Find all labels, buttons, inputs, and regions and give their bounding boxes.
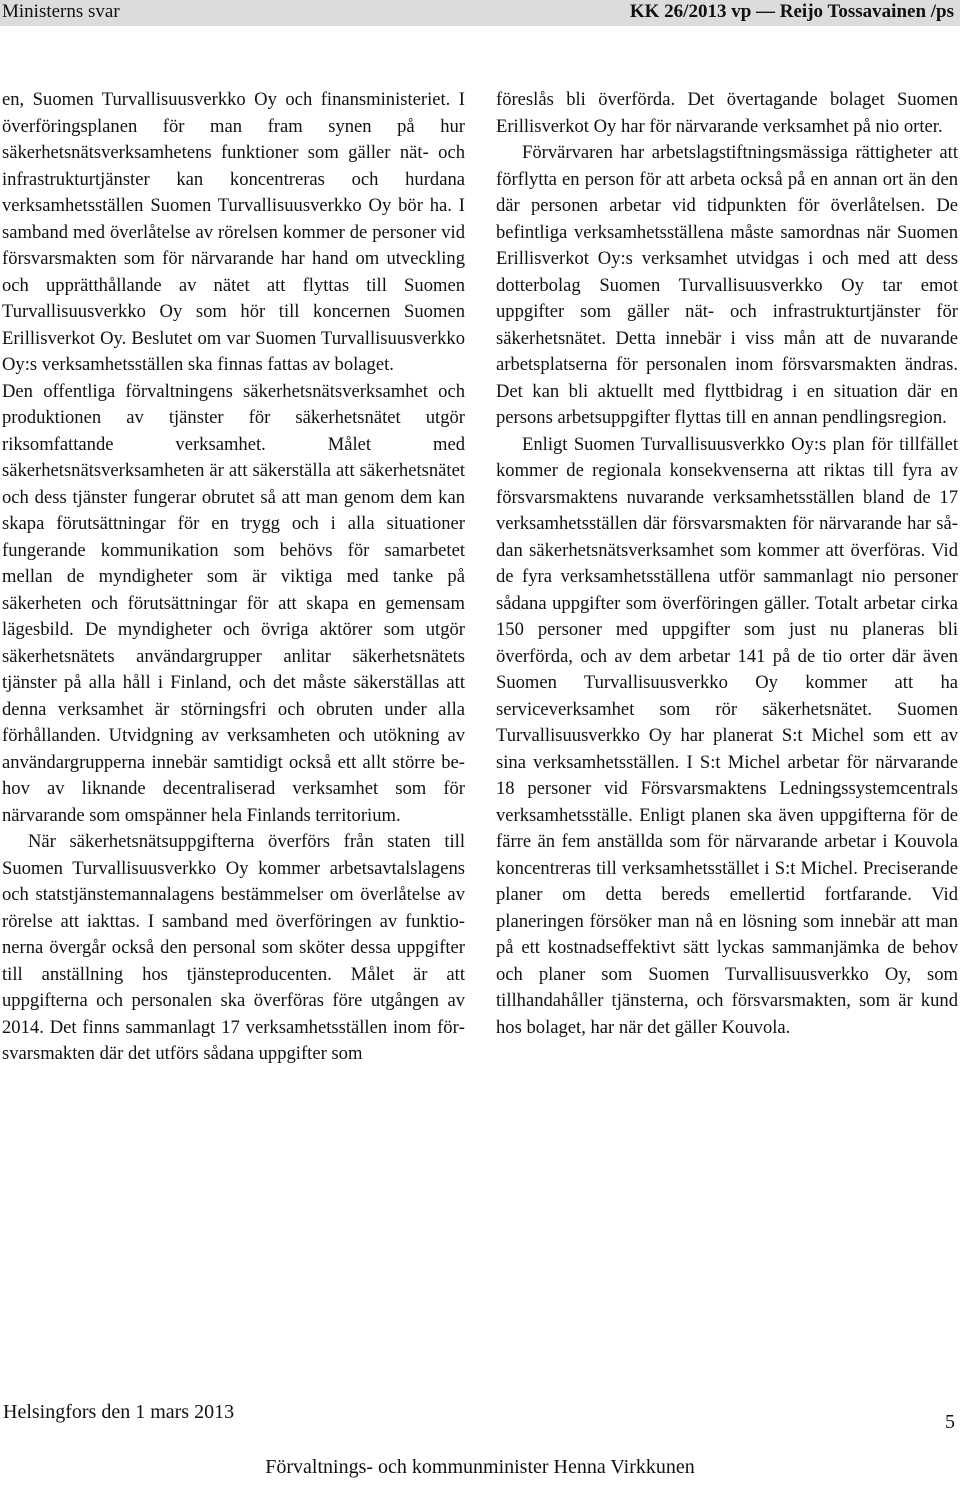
- page-number: 5: [945, 1411, 955, 1433]
- header-document-reference: KK 26/2013 vp — Reijo Tossavainen /ps: [629, 1, 954, 22]
- paragraph: Enligt Suomen Turvallisuusverkko Oy:s plan för tillfället kommer de regionala konsekvenserna att riktas till fyra av försvarsmaktens nuvarande verksamhetsställen bland de 17 verksamhetsställen där försvarsmakten för närvarande har sådan säkerhetsnätsverksamhet som kommer att överföras. Vid de fyra verksamhetsställena utför sammanlagt nio personer sådana uppgifter som överföringen gäller. Totalt arbetar cirka 150 personer med uppgifter som just nu planeras bli överförda, och av dem arbetar 141 på de tio orter där även Suomen Turvallisuusverkko Oy kommer att ha serviceverksamhet som rör säkerhetsnätet. Suomen Turvallisuusverkko Oy har planerat S:t Michel som ett av sina verksamhetsställen. I S:t Michel arbetar för närvarande 18 personer vid Försvarsmaktens Ledningssystemcentrals verksamhetsställe. Enligt planen ska även uppgifterna för de färre än fem anställda som för närvarande arbetar i Kouvola koncentreras till verksamhetsstället i S:t Michel. Preciserande planer om detta bereds emellertid fortfarande. Vid planeringen försöker man nå en lösning som innebär att man på ett kostnadseffektivt sätt lyckas sammanjämka de behov och planer som Suomen Turvallisuusverkko Oy, som tillhandahåller tjänsterna, och försvarsmakten, som är kund hos bolaget, har när det gäller Kouvola.: [496, 433, 958, 1038]
- left-text-column: [2, 87, 465, 1068]
- right-text-column: [496, 87, 958, 1041]
- paragraph: När säkerhetsnätsuppgifterna överförs från staten till Suomen Turvallisuusverkko Oy kommer arbetsavtalslagens och statstjänstemannalagens bestämmelser om överlåtelse av rörelse att iakttas. I samband med överföringen av funktionerna övergår också den personal som sköter dessa uppgifter till anställning hos tjänsteproducenten. Målet är att uppgifterna och personalen ska överföras före utgången av 2014. Det finns sammanlagt 17 verksamhetsställen inom försvarsmakten där det utförs sådana uppgifter som: [2, 831, 465, 1064]
- page-header: [0, 0, 960, 26]
- paragraph: föreslås bli överförda. Det övertagande bolaget Suomen Erillisverkot Oy har för närvarande verksamhet på nio orter.: [496, 89, 958, 137]
- paragraph: Den offentliga förvaltningens säkerhetsnätsverksamhet och produktionen av tjänster för säkerhetsnätet utgör riksomfattande verksamhet. Målet med säkerhetsnätsverksamheten är att säkerställa att säkerhetsnätet och dess tjänster fungerar obrutet så att man genom dem kan skapa förutsättningar för en trygg och i alla situationer fungerande kommunikation som behövs för samarbetet mellan de myndigheter som är viktiga med tanke på säkerheten och förutsättningar för att skapa en gemensam lägesbild. De myndigheter och övriga aktörer som utgör säkerhetsnätets användargrupper anlitar säkerhetsnätets tjänster på alla håll i Finland, och det måste säkerställas att denna verksamhet är störningsfri och obruten under alla förhållanden. Utvidgning av verksamheten och utökning av användargrupperna innebär samtidigt också ett allt större behov av liknande decentraliserad verksamhet som för närvarande som omspänner hela Finlands territorium.: [2, 380, 465, 826]
- place-and-date: Helsingfors den 1 mars 2013: [3, 1401, 235, 1423]
- signature-line: Förvaltnings- och kommunminister Henna Virkkunen: [265, 1456, 695, 1478]
- paragraph: en, Suomen Turvallisuusverkko Oy och finansministeriet. I överföringsplanen för man fram synen på hur säkerhetsnätsverksamhetens funktioner som gäller nät- och infrastrukturtjänster kan koncentreras och hurdana verksamhetsställen Suomen Turvallisuusverkko Oy bör ha. I samband med överlåtelse av rörelsen kommer de personer vid försvarsmakten som för närvarande har hand om utveckling och upprätthållande av nätet att flyttas till Suomen Turvallisuusverkko Oy som hör till koncernen Suomen Erillisverkot Oy. Beslutet om var Suomen Turvallisuusverkko Oy:s verksamhetsställen ska finnas fattas av bolaget.: [2, 89, 465, 375]
- header-section-title: Ministerns svar: [2, 1, 120, 22]
- paragraph: Förvärvaren har arbetslagstiftningsmässiga rättigheter att förflytta en person för att arbeta också på en annan ort än den där personen arbetar vid tidpunkten för överlåtelsen. De befintliga verksamhetsställena måste samordnas när Suomen Erillisverkot Oy:s verksamhet utvidgas i och med att dess dotterbolag Suomen Turvallisuusverkko Oy tar emot uppgifter som gäller nät- och infrastrukturtjänster för säkerhetsnätet. Detta innebär i viss mån att de nuvarande arbetsplatserna för personalen inom försvarsmakten ändras. Det kan bli aktuellt med flyttbidrag i en situation där en persons arbetsuppgifter flyttas till en annan pendlingsregion.: [496, 142, 958, 428]
